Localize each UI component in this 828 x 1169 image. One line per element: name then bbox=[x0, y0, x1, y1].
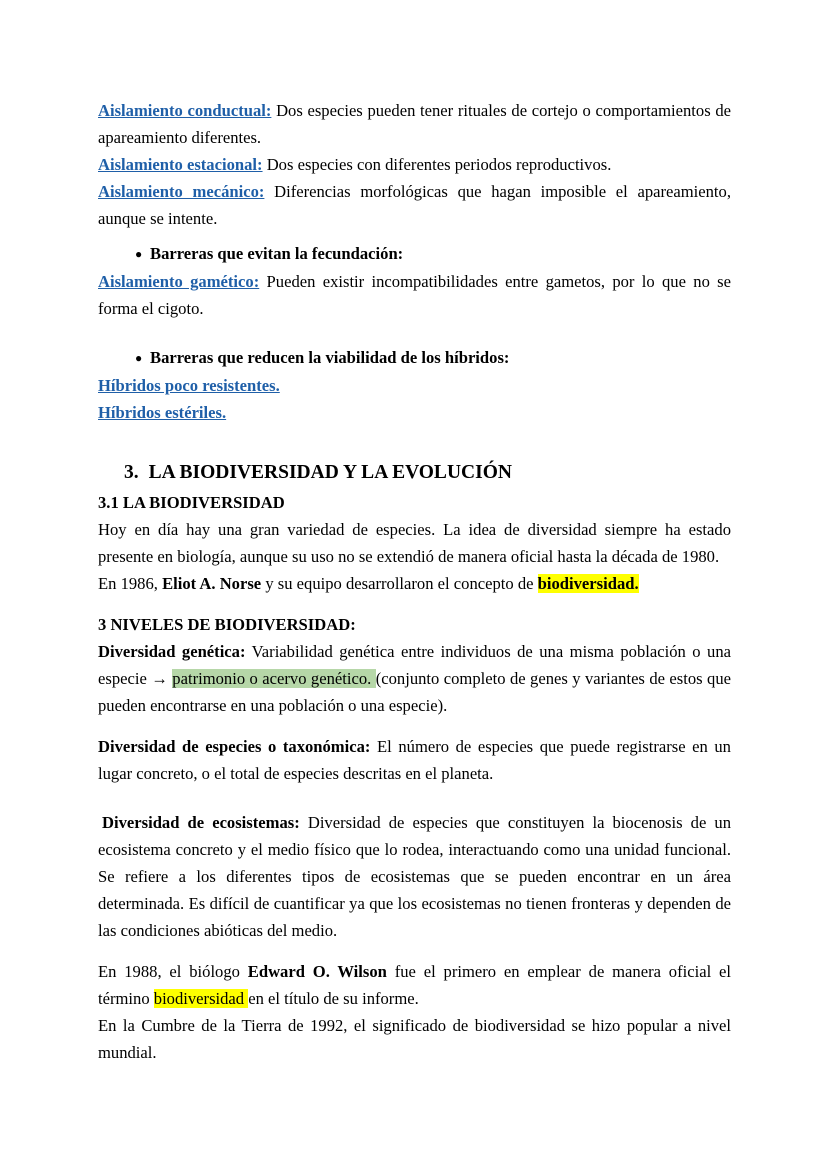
paragraph-wilson-1988 bbox=[98, 958, 731, 1012]
bullet-icon: ● bbox=[135, 351, 143, 365]
paragraph-ecosystem-diversity bbox=[98, 809, 731, 944]
norse-1986-highlighted-term: biodiversidad. bbox=[537, 574, 639, 593]
link-hibridos-poco-resistentes[interactable]: Híbridos poco resistentes. bbox=[98, 376, 280, 395]
wilson-1988-post: en el título de su informe. bbox=[248, 989, 419, 1008]
bullet-item-fertilization bbox=[98, 240, 731, 268]
subsection-title: 3.1 LA BIODIVERSIDAD bbox=[98, 493, 285, 512]
definition-behavioral: Dos especies pueden tener rituales de cortejo o comportamientos de apareamiento diferentes. bbox=[98, 101, 732, 147]
section-heading bbox=[98, 456, 731, 489]
paragraph-genetic-diversity bbox=[98, 638, 731, 719]
spacer bbox=[98, 426, 731, 456]
spacer bbox=[98, 597, 731, 611]
section-heading-title: LA BIODIVERSIDAD Y LA EVOLUCIÓN bbox=[148, 462, 512, 483]
paragraph-isolation-behavioral bbox=[98, 97, 731, 151]
definition-mechanical: Diferencias morfológicas que hagan imposible el apareamiento, aunque se intente. bbox=[98, 182, 731, 228]
definition-seasonal: Dos especies con diferentes periodos reproductivos. bbox=[262, 155, 612, 174]
link-aislamiento-estacional[interactable]: Aislamiento estacional: bbox=[98, 155, 263, 174]
ecosystem-diversity-definition: Diversidad de especies que constituyen la biocenosis de un ecosistema concreto y el medio físico que lo rodea, interactuando como una unidad funcional. Se refiere a los diferentes tipos de ecosistemas que se pueden encontrar en un área determinada. Es difícil de cuantificar ya que los ecosistemas no tienen fronteras y dependen de las condiciones abióticas del medio. bbox=[98, 813, 731, 940]
species-diversity-term: Diversidad de especies o taxonómica: bbox=[98, 737, 371, 756]
spacer bbox=[98, 232, 731, 240]
link-aislamiento-mecanico[interactable]: Aislamiento mecánico: bbox=[98, 182, 265, 201]
paragraph-isolation-seasonal bbox=[98, 151, 731, 178]
ecosystem-diversity-term: Diversidad de ecosistemas: bbox=[102, 813, 300, 832]
levels-title: 3 NIVELES DE BIODIVERSIDAD: bbox=[98, 615, 356, 634]
bullet-item-hybrid-viability bbox=[98, 344, 731, 372]
spacer bbox=[98, 322, 731, 344]
link-aislamiento-conductual[interactable]: Aislamiento conductual: bbox=[98, 101, 272, 120]
bullet-label-fertilization: Barreras que evitan la fecundación: bbox=[150, 244, 404, 263]
norse-1986-pre: En 1986, bbox=[98, 574, 163, 593]
paragraph-isolation-gametic bbox=[98, 268, 731, 322]
paragraph-hybrids-weak bbox=[98, 372, 731, 399]
genetic-diversity-term: Diversidad genética: bbox=[98, 642, 246, 661]
norse-1986-mid: y su equipo desarrollaron el concepto de bbox=[261, 574, 538, 593]
norse-1986-name: Eliot A. Norse bbox=[162, 574, 262, 593]
paragraph-hybrids-sterile bbox=[98, 399, 731, 426]
spacer bbox=[98, 719, 731, 733]
link-aislamiento-gametico[interactable]: Aislamiento gamético: bbox=[98, 272, 260, 291]
wilson-1988-pre: En 1988, el biólogo bbox=[98, 962, 248, 981]
wilson-1988-mid: fue el primero en emplear de manera oficial el término bbox=[98, 962, 731, 1008]
bullet-label-hybrid-viability: Barreras que reducen la viabilidad de los híbridos: bbox=[150, 348, 510, 367]
definition-gametic: Pueden existir incompatibilidades entre gametos, por lo que no se forma el cigoto. bbox=[98, 272, 732, 318]
paragraph-summit-1992: En la Cumbre de la Tierra de 1992, el significado de biodiversidad se hizo popular a nivel mundial. bbox=[98, 1016, 731, 1062]
paragraph-norse-1986 bbox=[98, 570, 731, 597]
paragraph-species-diversity bbox=[98, 733, 731, 787]
bullet-icon: ● bbox=[135, 247, 143, 261]
genetic-diversity-def-post: (conjunto completo de genes y variantes de estos que pueden encontrarse en una población o una especie). bbox=[98, 669, 732, 715]
section-heading-number: 3. bbox=[124, 462, 139, 483]
spacer bbox=[98, 787, 731, 809]
genetic-diversity-highlighted: patrimonio o acervo genético. bbox=[172, 669, 376, 688]
spacer bbox=[98, 944, 731, 958]
species-diversity-definition: El número de especies que puede registrarse en un lugar concreto, o el total de especies descritas en el planeta. bbox=[98, 737, 731, 783]
paragraph-isolation-mechanical bbox=[98, 178, 731, 232]
link-hibridos-esteriles[interactable]: Híbridos estériles. bbox=[98, 403, 227, 422]
genetic-diversity-def-pre: Variabilidad genética entre individuos de una misma población o una especie → bbox=[98, 642, 732, 688]
wilson-1988-name: Edward O. Wilson bbox=[247, 962, 387, 981]
paragraph-intro-biodiversity: Hoy en día hay una gran variedad de especies. La idea de diversidad siempre ha estado presente en biología, aunque su uso no se extendió de manera oficial hasta la década de 1980. bbox=[98, 520, 731, 566]
wilson-1988-highlighted-term: biodiversidad bbox=[153, 989, 249, 1008]
